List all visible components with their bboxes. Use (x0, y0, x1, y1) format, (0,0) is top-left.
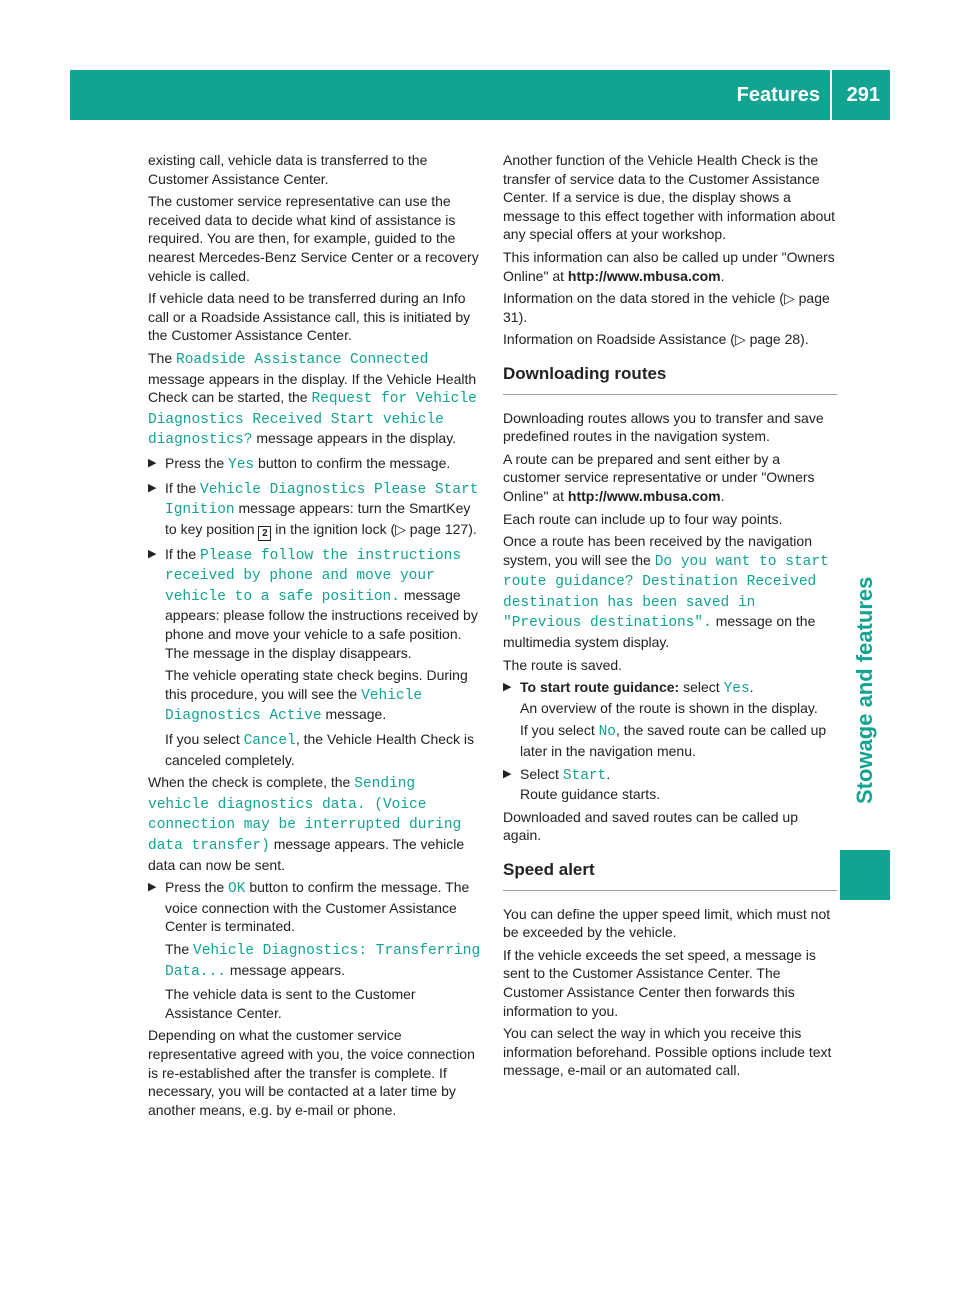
step-arrow-icon: ▶ (148, 547, 157, 560)
text: If the (165, 479, 197, 496)
text: The (165, 940, 190, 957)
section-heading: Downloading routes (503, 365, 837, 395)
paragraph: Depending on what the customer service representative agreed with you, the voice connection is re-established after the transfer is complete. If necessary, you will be contacted at a later time by another means, e.g. by e-mail or phone. (148, 1027, 475, 1118)
text: message. (325, 706, 387, 723)
display-message: Vehicle Diagnostics Active (165, 687, 423, 725)
step-arrow-icon: ▶ (503, 767, 512, 780)
left-column (148, 151, 483, 1123)
paragraph: Another function of the Vehicle Health Check is the transfer of service data to the Customer Assistance Center. If a service is due, the display shows a message to this effect together with information about any special offers at your workshop. (503, 152, 836, 243)
text: A route can be prepared and sent either by a customer service representative or under "Owners Online" at (503, 450, 815, 504)
paragraph: If the vehicle exceeds the set speed, a message is sent to the Customer Assistance Center. The Customer Assistance Center then forwards this information to you. (503, 946, 816, 1019)
key-position-icon: 2 (258, 526, 271, 541)
paragraph: The customer service representative can use the received data to decide what kind of assistance is required. You are then, for example, guided to the nearest Mercedes-Benz Service Center or a recovery vehicle is called. (148, 193, 479, 284)
paragraph: existing call, vehicle data is transferred to the Customer Assistance Center. (148, 152, 428, 187)
instruction-step: ▶ Select Start. Route guidance starts. (503, 765, 661, 803)
text: Select (520, 765, 559, 782)
chapter-label: Stowage and features (852, 576, 877, 804)
text: This information can also be called up under "Owners Online" at (503, 248, 835, 284)
step-arrow-icon: ▶ (148, 881, 157, 894)
text: button to confirm the message. The voice connection with the Customer Assistance Center is terminated. (165, 879, 470, 935)
paragraph: The route is saved. (503, 656, 623, 673)
page-reference: page 31). (503, 290, 830, 325)
section-title: Features (736, 84, 820, 106)
paragraph: Downloading routes allows you to transfer and save predefined routes in the navigation system. (503, 409, 824, 445)
instruction-step (148, 454, 483, 475)
instruction-step (148, 479, 483, 541)
paragraph: A route can be prepared and sent either by a customer service representative or under "Owners Online" at http://www.mbusa.com. (503, 450, 815, 504)
paragraph (503, 289, 837, 326)
display-button: Yes (723, 681, 750, 698)
paragraph: If vehicle data need to be transferred during an Info call or a Roadside Assistance call, this is initiated by the Customer Assistance Center. (148, 290, 471, 344)
side-tab-marker (840, 850, 890, 900)
instruction-step (148, 545, 483, 663)
paragraph: You can define the upper speed limit, which must not be exceeded by the vehicle. (503, 905, 831, 941)
text: Route guidance starts. (520, 786, 661, 803)
side-tab-label (840, 360, 890, 830)
indented-paragraph: The vehicle data is sent to the Customer Assistance Center. (165, 986, 416, 1021)
page-ref-icon: ▷ (734, 331, 746, 348)
step-title: To start route guidance: (520, 679, 680, 696)
text: button to confirm the message. (258, 454, 451, 471)
right-column (503, 151, 837, 1084)
text: message appears. The vehicle data can now be sent. (148, 836, 465, 873)
text: message appears. (229, 961, 345, 978)
text: The vehicle operating state check begins. During this procedure, you will see the (165, 667, 468, 702)
paragraph: You can select the way in which you receive this information beforehand. Possible options include text message, e-mail or an automated call. (503, 1025, 832, 1079)
display-button: OK (228, 881, 246, 898)
text: If the (165, 545, 197, 562)
display-message: Please follow the instructions received by phone and move your vehicle to a safe position. (165, 547, 462, 605)
text: If you select (165, 731, 240, 748)
display-message: Do you want to start route guidance? Destination Received destination has been saved in "Previous destinations". (503, 553, 829, 632)
display-message: Vehicle Diagnostics: Transferring Data... (165, 942, 481, 980)
paragraph: Each route can include up to four way points. (503, 510, 783, 527)
display-message: Sending vehicle diagnostics data. (Voice connection may be interrupted during data transfer) (148, 776, 462, 854)
page-reference: page 127). (409, 520, 477, 537)
text: The message in the display disappears. (165, 644, 412, 661)
instruction-step (148, 878, 483, 936)
text: message appears in the display. If the Vehicle Health Check can be started, the (148, 370, 477, 406)
text: Information on the data stored in the vehicle ( (503, 290, 784, 307)
indented-paragraph (148, 666, 483, 726)
text: If you select (520, 722, 595, 739)
paragraph (148, 773, 483, 874)
text: Information on Roadside Assistance ( (503, 331, 735, 348)
paragraph: This information can also be called up under "Owners Online" at http://www.mbusa.com. (503, 248, 835, 284)
paragraph (148, 349, 483, 450)
text: message appears: please follow the instructions received by phone and move your vehicle to a safe position. (165, 586, 478, 643)
text: in the ignition lock ( (275, 520, 396, 537)
display-button: Cancel (243, 733, 296, 750)
display-message: Request for Vehicle Diagnostics Received Start vehicle diagnostics? (148, 391, 477, 449)
text: , the Vehicle Health Check is canceled completely. (165, 731, 475, 768)
paragraph (503, 330, 837, 349)
step-arrow-icon: ▶ (503, 681, 512, 694)
url-link: http://www.mbusa.com (567, 487, 721, 504)
text: An overview of the route is shown in the display. (520, 699, 818, 716)
page-ref-icon: ▷ (783, 290, 795, 307)
header-bar (70, 70, 890, 120)
page-number: 291 (846, 84, 880, 106)
page-ref-icon: ▷ (395, 520, 406, 537)
text: , the saved route can be called up later in the navigation menu. (520, 722, 827, 760)
section-heading: Speed alert (503, 861, 837, 891)
text: Press the (165, 454, 225, 471)
indented-paragraph (148, 730, 483, 769)
indented-paragraph (503, 721, 837, 760)
display-button: Start (562, 767, 607, 784)
display-button: No (598, 724, 616, 741)
text: The (148, 349, 173, 366)
step-arrow-icon: ▶ (148, 481, 157, 494)
header-divider (830, 70, 832, 120)
step-arrow-icon: ▶ (148, 456, 157, 469)
text: message appears: turn the SmartKey to key position (165, 500, 471, 537)
paragraph (503, 532, 837, 652)
text: message appears in the display. (256, 430, 457, 447)
text: message on the multimedia system display. (503, 613, 816, 651)
text: select (683, 679, 720, 696)
text: Press the (165, 879, 225, 896)
instruction-step: ▶ To start route guidance: select Yes. An overview of the route is shown in the display. (503, 679, 818, 716)
display-message: Roadside Assistance Connected (176, 351, 429, 368)
indented-paragraph (148, 940, 483, 981)
url-link: http://www.mbusa.com (567, 267, 721, 284)
display-button: Yes (228, 456, 255, 473)
text: Once a route has been received by the navigation system, you will see the (503, 533, 812, 568)
display-message: Vehicle Diagnostics Please Start Ignition (165, 481, 479, 519)
text: When the check is complete, the (148, 774, 351, 791)
page-reference: page 28). (749, 331, 809, 348)
paragraph: Downloaded and saved routes can be called up again. (503, 808, 798, 844)
